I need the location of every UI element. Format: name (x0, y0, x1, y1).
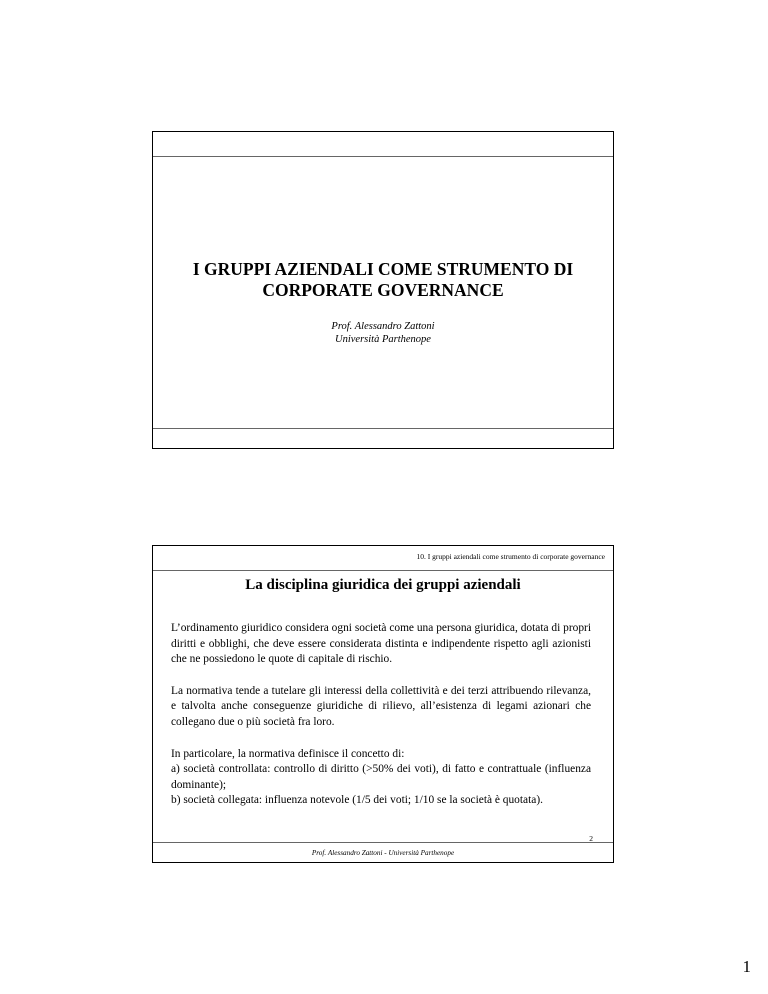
slide-body (171, 621, 591, 809)
body-paragraph-3 (171, 747, 591, 809)
author-name: Prof. Alessandro Zattoni (331, 321, 435, 332)
title-slide (152, 131, 614, 449)
definition-a: a) società controllata: controllo di diritto (>50% dei voti), di fatto e contrattuale (influenza dominante); (171, 763, 591, 791)
slide-title: La disciplina giuridica dei gruppi aziendali (245, 577, 521, 593)
slide-header-text: 10. I gruppi aziendali come strumento di corporate governance (416, 552, 605, 561)
body-paragraph-1: L’ordinamento giuridico considera ogni società come una persona giuridica, dotata di propri diritti e obblighi, che deve essere considerata distinta e indipendente rispetto agli azionisti che ne possiedono le quote di capitale di rischio. (171, 622, 591, 666)
definition-b: b) società collegata: influenza notevole (1/5 dei voti; 1/10 se la società è quotata). (171, 794, 543, 807)
author-block (153, 320, 613, 346)
slide-title (153, 259, 613, 301)
slide-title-line-2: CORPORATE GOVERNANCE (262, 280, 504, 300)
slide-header-band (153, 132, 613, 157)
slide-title-line-1: I GRUPPI AZIENDALI COME STRUMENTO DI (192, 259, 574, 279)
content-slide (152, 545, 614, 863)
body-paragraph-2: La normativa tende a tutelare gli interessi della collettività e dei terzi attribuendo rilevanza, e talvolta anche conseguenze giuridiche di rilievo, all’esistenza di legami azionari che collegano due o più società fra loro. (171, 684, 591, 728)
author-affiliation: Università Parthenope (335, 334, 431, 345)
slide-footer-text: Prof. Alessandro Zattoni - Università Parthenope (311, 849, 455, 857)
slide-number: 2 (589, 834, 593, 843)
slide-footer-band (153, 428, 613, 448)
page-number: 1 (742, 957, 751, 976)
definition-intro: In particolare, la normativa definisce il concetto di: (171, 747, 405, 760)
